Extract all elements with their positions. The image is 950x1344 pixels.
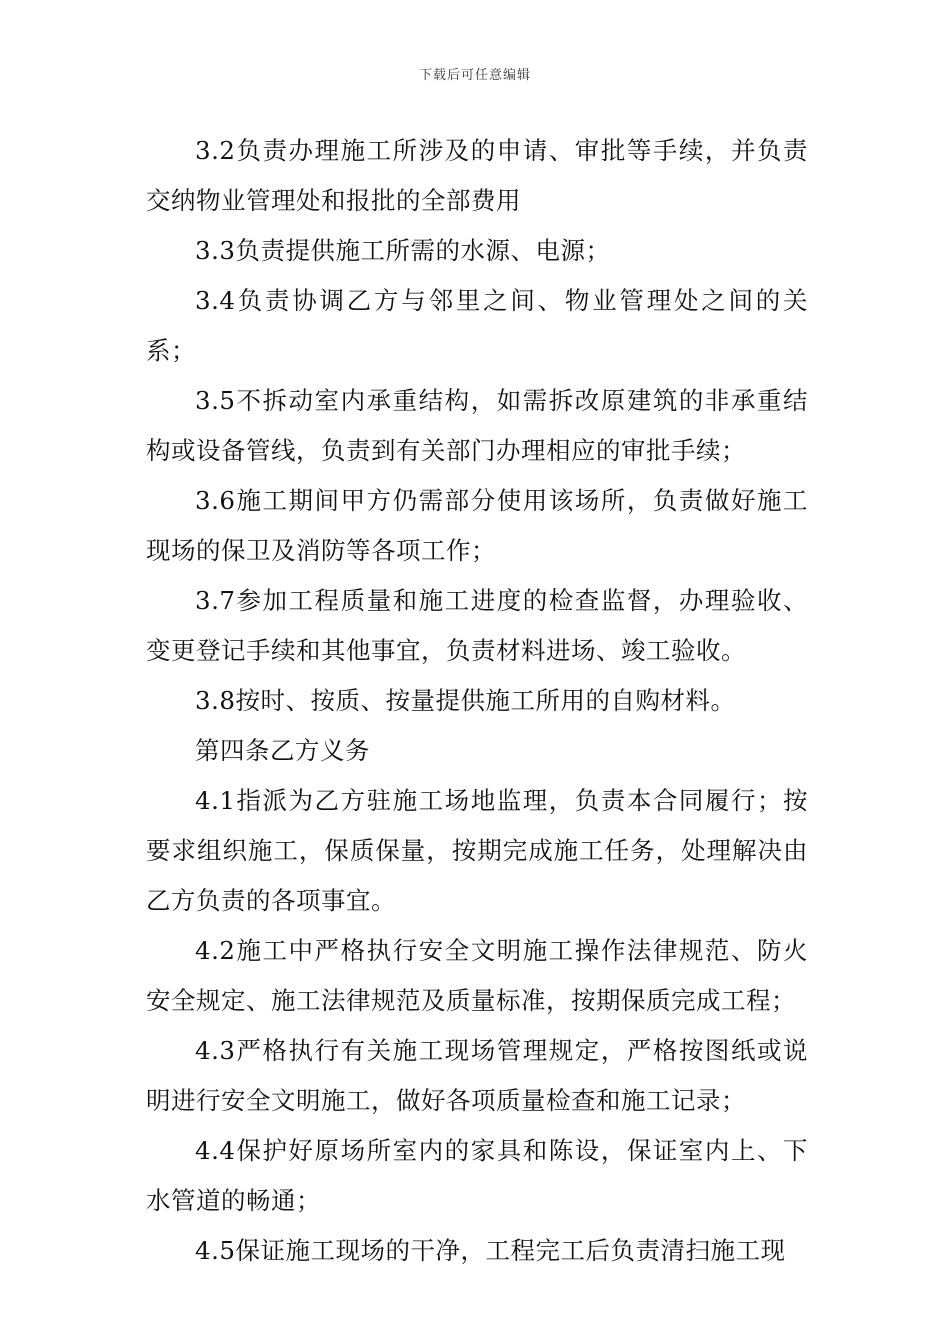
- paragraph-3-3: 3.3负责提供施工所需的水源、电源；: [195, 236, 611, 265]
- paragraph-4-5: 4.5保证施工现场的干净，工程完工后负责清扫施工现: [195, 1236, 786, 1265]
- paragraph-3-6: 3.6施工期间甲方仍需部分使用该场所，负责做好施工现场的保卫及消防等各项工作；: [146, 486, 808, 565]
- paragraph-3-8: 3.8按时、按质、按量提供施工所用的自购材料。: [195, 686, 736, 715]
- paragraph-3-7: 3.7参加工程质量和施工进度的检查监督，办理验收、变更登记手续和其他事宜，负责材料进场、竣工验收。: [146, 586, 808, 665]
- paragraph-4-3: 4.3严格执行有关施工现场管理规定，严格按图纸或说明进行安全文明施工，做好各项质量检查和施工记录；: [146, 1036, 808, 1115]
- paragraph-3-2: 3.2负责办理施工所涉及的申请、审批等手续，并负责交纳物业管理处和报批的全部费用: [146, 136, 808, 215]
- section-heading-article-4: 第四条乙方义务: [195, 736, 370, 765]
- paragraph-4-4: 4.4保护好原场所室内的家具和陈设，保证室内上、下水管道的畅通；: [146, 1136, 808, 1215]
- page-header: 下载后可任意编辑: [418, 68, 531, 83]
- paragraph-4-1: 4.1指派为乙方驻施工场地监理，负责本合同履行；按要求组织施工，保质保量，按期完成施工任务，处理解决由乙方负责的各项事宜。: [146, 786, 808, 915]
- paragraph-4-2: 4.2施工中严格执行安全文明施工操作法律规范、防火安全规定、施工法律规范及质量标准，按期保质完成工程；: [146, 936, 808, 1015]
- paragraph-3-4: 3.4负责协调乙方与邻里之间、物业管理处之间的关系；: [146, 286, 808, 365]
- paragraph-3-5: 3.5不拆动室内承重结构，如需拆改原建筑的非承重结构或设备管线，负责到有关部门办理相应的审批手续；: [146, 386, 808, 465]
- document-body: [146, 126, 808, 1276]
